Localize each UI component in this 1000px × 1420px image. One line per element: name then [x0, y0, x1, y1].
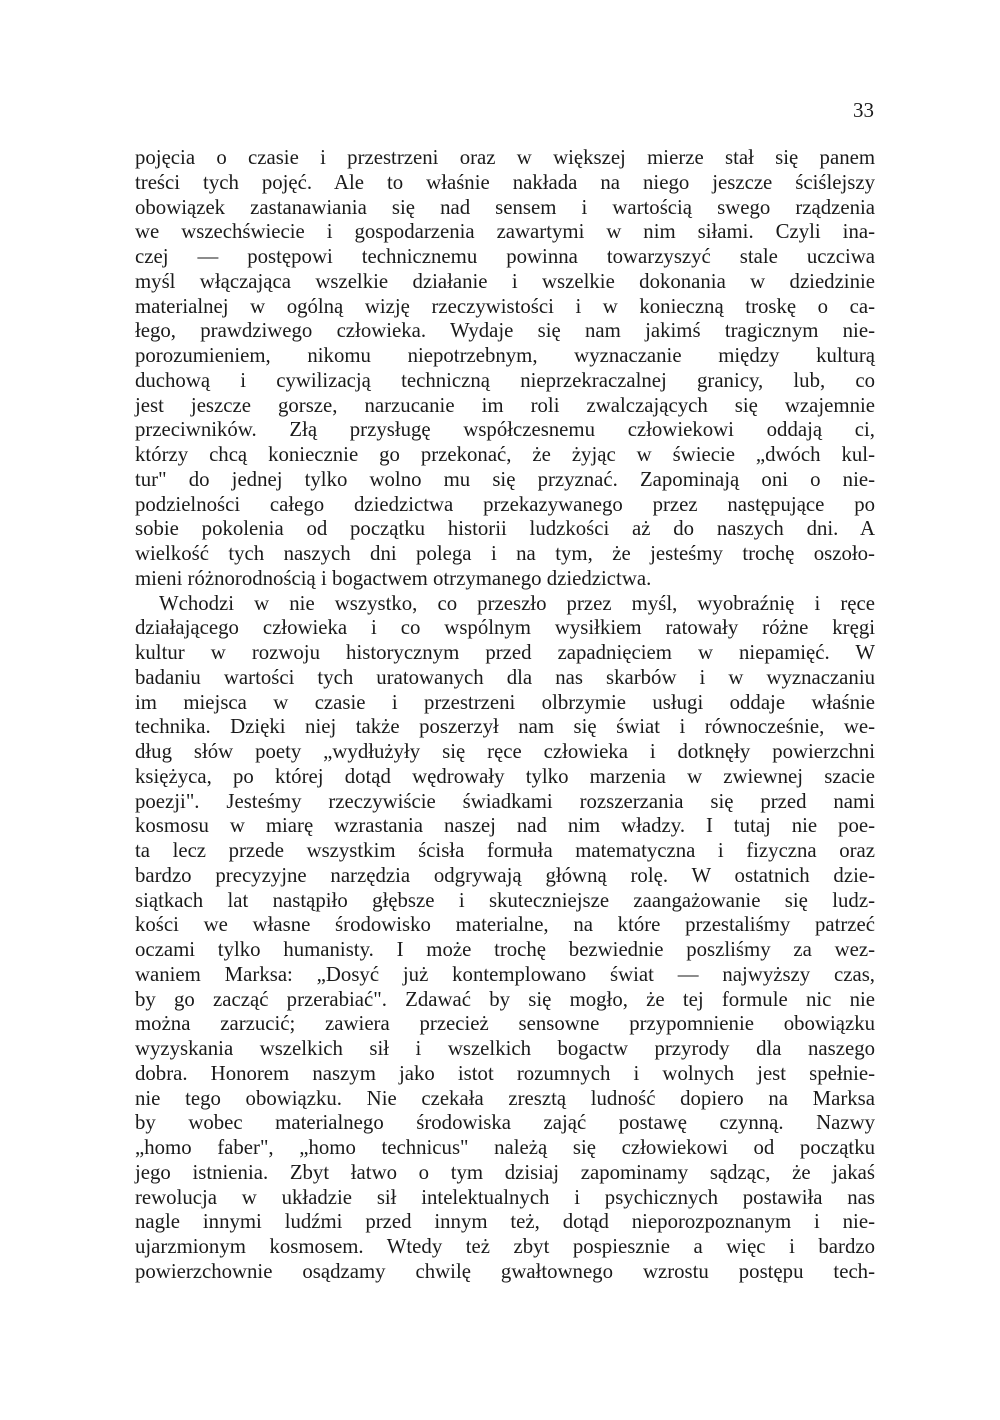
text-line: mieni różnorodnością i bogactwem otrzymanego dziedzictwa.: [135, 566, 652, 590]
text-line: nie tego obowiązku. Nie czekała zresztą ludność dopiero na Marksa: [135, 1086, 875, 1110]
text-line: działającego człowieka i co wspólnym wysiłkiem ratowały różne kręgi: [135, 616, 875, 640]
text-line: obowiązek zastanawiania się nad sensem i wartością swego rządzenia: [135, 195, 875, 219]
text-line: rewolucja w układzie sił intelektualnych i psychicznych postawiła nas: [135, 1185, 875, 1209]
text-line: im miejsca w czasie i przestrzeni olbrzymie usługi oddaje właśnie: [135, 690, 875, 714]
text-line: by wobec materialnego środowiska zająć postawę czynną. Nazwy: [135, 1111, 875, 1135]
text-line: wielkość tych naszych dni polega i na tym, że jesteśmy trochę oszoło-: [135, 542, 875, 565]
text-line: ta lecz przede wszystkim ścisła formuła matematyczna i fizyczna oraz: [135, 839, 875, 862]
text-line: Wchodzi w nie wszystko, co przeszło przez myśl, wyobraźnię i ręce: [159, 591, 875, 615]
paragraph-2: [135, 592, 875, 1285]
text-line: kości we własne środowisko materialne, na które przestaliśmy patrzeć: [135, 913, 875, 937]
text-line: powierzchownie osądzamy chwilę gwałtownego wzrostu postępu tech-: [135, 1259, 875, 1283]
text-line: sobie pokolenia od początku historii ludzkości aż do naszych dni. A: [135, 517, 875, 541]
text-line: myśl włączająca wszelkie działanie i wszelkie dokonania w dziedzinie: [135, 269, 875, 293]
text-line: we wszechświecie i gospodarzenia zawartymi w nim siłami. Czyli ina-: [135, 220, 875, 244]
paragraph-1: [135, 146, 875, 592]
text-line: kosmosu w miarę wzrastania naszej nad nim władzy. I tutaj nie poe-: [135, 814, 875, 838]
text-line: wyzyskania wszelkich sił i wszelkich bogactw przyrody dla naszego: [135, 1037, 875, 1060]
text-line: jest jeszcze gorsze, narzucanie im roli zwalczających się wzajemnie: [135, 393, 875, 417]
text-line: porozumieniem, nikomu niepotrzebnym, wyznaczanie między kulturą: [135, 344, 875, 367]
text-line: poezji". Jesteśmy rzeczywiście świadkami rozszerzania się przed nami: [135, 789, 875, 813]
text-line: jego istnienia. Zbyt łatwo o tym dzisiaj zapominamy sądząc, że jakaś: [135, 1160, 875, 1184]
text-line: pojęcia o czasie i przestrzeni oraz w większej mierze stał się panem: [135, 146, 875, 169]
text-line: przeciwników. Złą przysługę współczesnemu człowiekowi oddają ci,: [135, 418, 875, 442]
text-line: dług słów poety „wydłużyły się ręce człowieka i dotknęły powierzchni: [135, 740, 875, 763]
text-line: nagle innymi ludźmi przed innym też, dotąd nieporozpoznanym i nie-: [135, 1210, 875, 1234]
text-line: siątkach lat nastąpiło głębsze i skuteczniejsze zaangażowanie się ludz-: [135, 888, 875, 912]
text-line: badaniu wartości tych uratowanych dla nas skarbów i w wyznaczaniu: [135, 665, 875, 689]
text-line: podzielności całego dziedzictwa przekazywanego przez następujące po: [135, 492, 875, 516]
text-line: dobra. Honorem naszym jako istot rozumnych i wolnych jest spełnie-: [135, 1061, 875, 1085]
text-line: waniem Marksa: „Dosyć już kontemplowano świat — najwyższy czas,: [135, 962, 875, 986]
text-line: oczami tylko humanisty. I może trochę bezwiednie poszliśmy za wez-: [135, 938, 875, 961]
text-line: można zarzucić; zawiera przecież sensowne przypomnienie obowiązku: [135, 1012, 875, 1036]
text-body: [135, 146, 875, 1285]
text-line: tur" do jednej tylko wolno mu się przyznać. Zapominają oni o nie-: [135, 467, 875, 491]
text-line: którzy chcą koniecznie go przekonać, że żyjąc w świecie „dwóch kul-: [135, 443, 875, 466]
text-line: materialnej w ogólną wizję rzeczywistości i w konieczną troskę o ca-: [135, 294, 875, 318]
text-line: łego, prawdziwego człowieka. Wydaje się nam jakimś tragicznym nie-: [135, 319, 875, 343]
text-line: technika. Dzięki niej także poszerzył nam się świat i równocześnie, we-: [135, 715, 875, 739]
page-number: 33: [853, 98, 874, 122]
text-line: księżyca, po której dotąd wędrowały tylko marzenia w zwiewnej szacie: [135, 764, 875, 788]
text-line: duchową i cywilizacją techniczną nieprzekraczalnej granicy, lub, co: [135, 368, 875, 392]
text-line: by go zacząć przerabiać". Zdawać by się mogło, że tej formule nic nie: [135, 987, 875, 1011]
text-line: bardzo precyzyjne narzędzia odgrywają główną rolę. W ostatnich dzie-: [135, 863, 875, 887]
text-line: czej — postępowi technicznemu powinna towarzyszyć stale uczciwa: [135, 245, 875, 268]
text-line: „homo faber", „homo technicus" należą się człowiekowi od początku: [135, 1136, 875, 1159]
text-line: ujarzmionym kosmosem. Wtedy też zbyt pospiesznie a więc i bardzo: [135, 1235, 875, 1258]
text-line: kultur w rozwoju historycznym przed zapadnięciem w niepamięć. W: [135, 641, 875, 664]
text-line: treści tych pojęć. Ale to właśnie nakłada na niego jeszcze ściślejszy: [135, 170, 875, 194]
